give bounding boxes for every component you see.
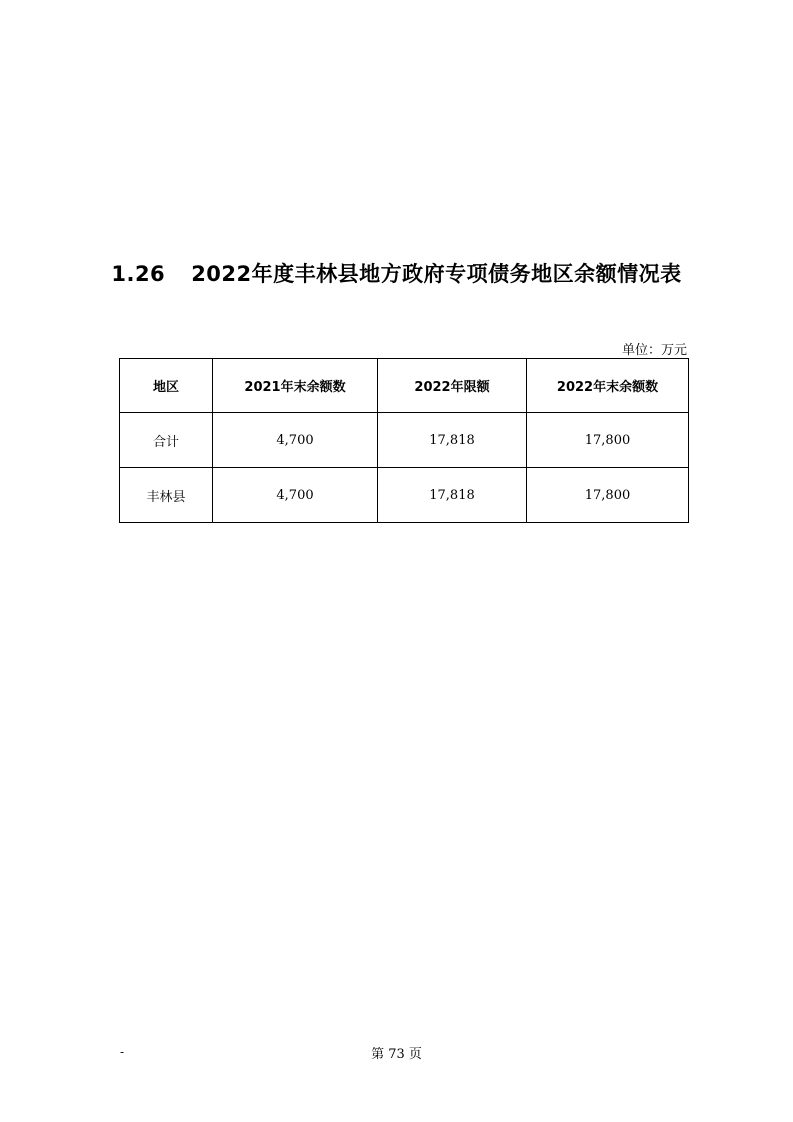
unit-label: 单位：万元 xyxy=(621,343,687,358)
cell-region: 合计 xyxy=(120,413,213,468)
table-row xyxy=(120,468,689,523)
page-number: 第 73 页 xyxy=(371,1047,422,1062)
cell-2022-limit: 17,818 xyxy=(378,468,527,523)
header-region: 地区 xyxy=(120,359,213,413)
cell-2022-end-balance: 17,800 xyxy=(527,468,689,523)
cell-2022-end-balance: 17,800 xyxy=(527,413,689,468)
footer-dash: - xyxy=(120,1045,125,1059)
page-title xyxy=(0,258,793,288)
section-number: 1.26 xyxy=(111,262,166,286)
header-2022-limit: 2022年限额 xyxy=(378,359,527,413)
cell-2021-end-balance: 4,700 xyxy=(213,413,378,468)
cell-2022-limit: 17,818 xyxy=(378,413,527,468)
table-row xyxy=(120,413,689,468)
title-text: 2022年度丰林县地方政府专项债务地区余额情况表 xyxy=(191,262,682,286)
table-header-row xyxy=(120,359,689,413)
header-2022-end-balance: 2022年末余额数 xyxy=(527,359,689,413)
header-2021-end-balance: 2021年末余额数 xyxy=(213,359,378,413)
cell-2021-end-balance: 4,700 xyxy=(213,468,378,523)
debt-balance-table xyxy=(119,358,689,523)
cell-region: 丰林县 xyxy=(120,468,213,523)
